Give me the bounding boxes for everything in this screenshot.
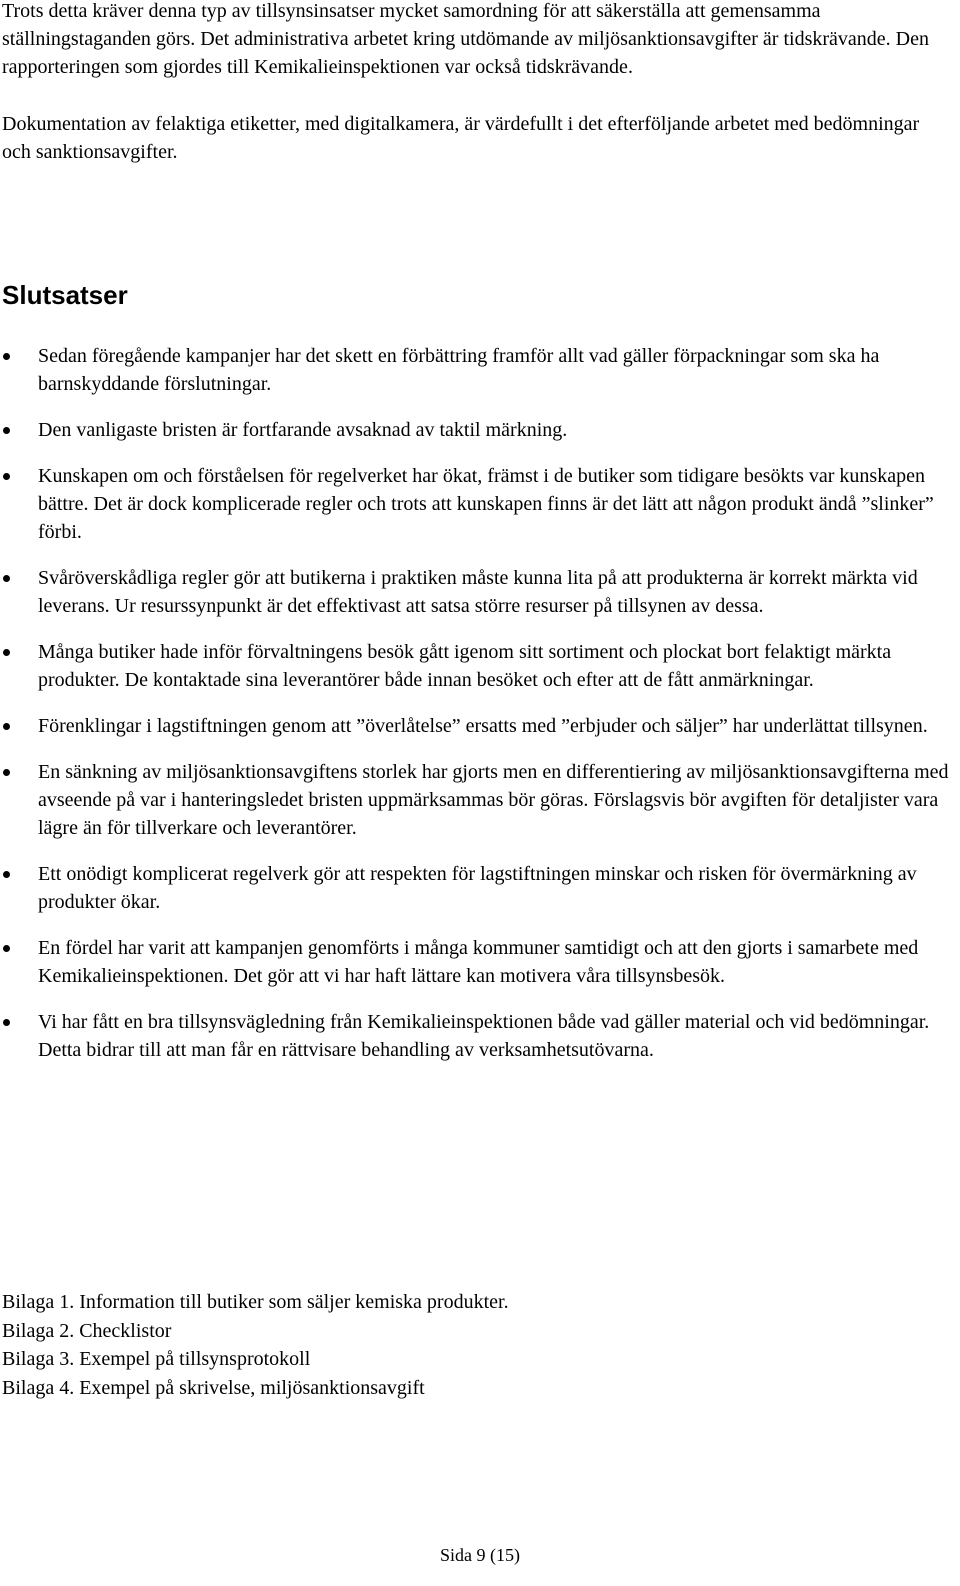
list-item: [0, 934, 956, 990]
appendix-item: Bilaga 2. Checklistor: [2, 1319, 172, 1342]
list-item: [0, 416, 956, 444]
bullet-icon: [3, 353, 10, 360]
list-item-text: Svåröverskådliga regler gör att butikerna i praktiken måste kunna lita på att produkterna är korrekt märkta vid leverans. Ur resurssynpunkt är det effektivast att satsa större resurser på tillsynen av dessa.: [38, 567, 918, 617]
list-item: [0, 564, 956, 620]
list-item-text: En fördel har varit att kampanjen genomförts i många kommuner samtidigt och att den gjorts i samarbete med Kemikalieinspektionen. Det gör att vi har haft lättare kan motivera våra tillsynsbesök.: [38, 937, 919, 987]
list-item-text: Kunskapen om och förståelsen för regelverket har ökat, främst i de butiker som tidigare besökts var kunskapen bättre. Det är dock komplicerade regler och trots att kunskapen finns är det lätt att någon produkt ändå ”slinker” förbi.: [38, 465, 934, 543]
appendix-item: Bilaga 3. Exempel på tillsynsprotokoll: [2, 1348, 311, 1370]
appendix-list: [2, 1288, 509, 1402]
section-heading: Slutsatser: [2, 280, 128, 310]
appendix-item: Bilaga 4. Exempel på skrivelse, miljösanktionsavgift: [2, 1376, 425, 1399]
list-item-text: Den vanligaste bristen är fortfarande avsaknad av taktil märkning.: [38, 419, 568, 441]
list-item-text: Förenklingar i lagstiftningen genom att ”överlåtelse” ersatts med ”erbjuder och säljer” har underlättat tillsynen.: [38, 715, 928, 737]
list-item-text: Många butiker hade inför förvaltningens besök gått igenom sitt sortiment och plockat bort felaktigt märkta produkter. De kontaktade sina leverantörer både innan besöket och efter att de fått anmärkningar.: [38, 641, 892, 691]
bullet-icon: [3, 575, 10, 582]
bullet-icon: [3, 427, 10, 434]
appendix-item: Bilaga 1. Information till butiker som säljer kemiska produkter.: [2, 1291, 509, 1313]
conclusions-list: [0, 342, 956, 1082]
list-item: [0, 712, 956, 740]
bullet-icon: [3, 871, 10, 878]
intro-text: [2, 0, 952, 195]
list-item-text: Vi har fått en bra tillsynsvägledning från Kemikalieinspektionen både vad gäller material och vid bedömningar. Detta bidrar till att man får en rättvisare behandling av verksamhetsutövarna.: [38, 1011, 930, 1061]
list-item: [0, 860, 956, 916]
list-item: [0, 342, 956, 398]
bullet-icon: [3, 769, 10, 776]
list-item: [0, 462, 956, 546]
intro-paragraph: Dokumentation av felaktiga etiketter, med digitalkamera, är värdefullt i det efterföljande arbetet med bedömningar och sanktionsavgifter.: [2, 113, 920, 163]
intro-paragraph: Trots detta kräver denna typ av tillsynsinsatser mycket samordning för att säkerställa att gemensamma ställningstaganden görs. Det administrativa arbetet kring utdömande av miljösanktionsavgifter är tidskrävande. Den rapporteringen som gjordes till Kemikalieinspektionen var också tidskrävande.: [2, 0, 929, 78]
list-item-text: En sänkning av miljösanktionsavgiftens storlek har gjorts men en differentiering av miljösanktionsavgifterna med avseende på var i hanteringsledet bristen uppmärksammas bör göras. Förslagsvis bör avgiften för detaljister vara lägre än för tillverkare och leverantörer.: [38, 761, 949, 839]
list-item: [0, 758, 956, 842]
page-number: Sida 9 (15): [440, 1545, 520, 1565]
list-item: [0, 1008, 956, 1064]
bullet-icon: [3, 1019, 10, 1026]
list-item-text: Sedan föregående kampanjer har det skett en förbättring framför allt vad gäller förpackningar som ska ha barnskyddande förslutningar.: [38, 345, 880, 395]
list-item: [0, 638, 956, 694]
list-item-text: Ett onödigt komplicerat regelverk gör att respekten för lagstiftningen minskar och risken för övermärkning av produkter ökar.: [38, 863, 917, 913]
bullet-icon: [3, 649, 10, 656]
bullet-icon: [3, 723, 10, 730]
bullet-icon: [3, 945, 10, 952]
bullet-icon: [3, 473, 10, 480]
